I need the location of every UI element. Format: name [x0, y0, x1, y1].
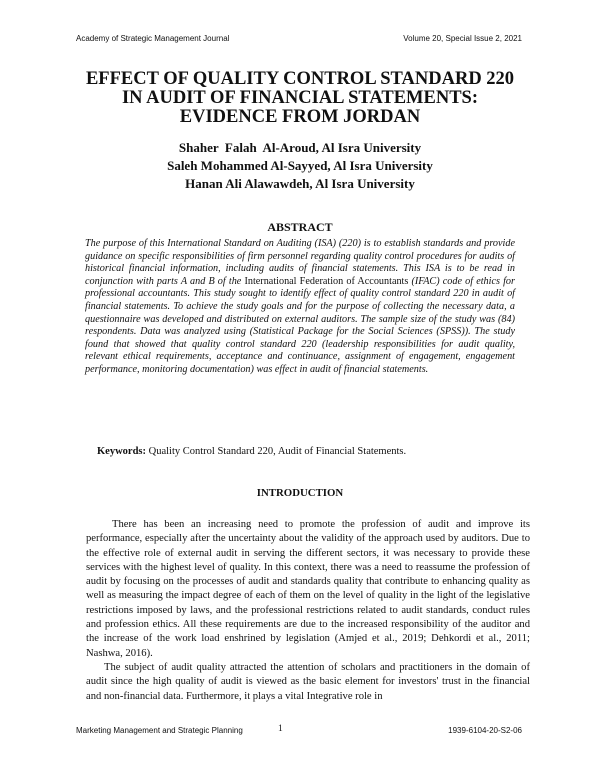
running-header-journal: Academy of Strategic Management Journal [76, 34, 230, 43]
footer-journal: Marketing Management and Strategic Planning [76, 726, 243, 735]
title-line-2: IN AUDIT OF FINANCIAL STATEMENTS: [121, 88, 479, 108]
running-header-volume: Volume 20, Special Issue 2, 2021 [403, 34, 522, 43]
keywords-text: Quality Control Standard 220, Audit of Financial Statements. [146, 446, 407, 457]
page-number: 1 [278, 724, 283, 734]
footer-issn: 1939-6104-20-S2-06 [448, 726, 522, 735]
introduction-heading: INTRODUCTION [256, 487, 344, 499]
abstract-heading: ABSTRACT [267, 220, 333, 234]
keywords [97, 446, 406, 457]
author-list [60, 139, 540, 193]
abstract-text-part-2: International Federation of Accountants [244, 275, 409, 287]
author-3: Hanan Ali Alawawdeh, Al Isra University [185, 176, 415, 191]
abstract-text-part-1: The purpose of this International Standard on Auditing (ISA) (220) is to establish standards and provide guidance on specific responsibilities of firm personnel regarding quality control procedures for audits of historical financial information, including audits of financial statements. This ISA is to be read in conjunction with parts A and B of the [85, 238, 515, 287]
introduction-body [86, 518, 530, 704]
keywords-label: Keywords: [97, 446, 146, 457]
paper-title [60, 70, 540, 127]
introduction-paragraph-2: The subject of audit quality attracted the attention of scholars and practitioners in the domain of audit since the high quality of audit is viewed as the basic element for investors' trust in the financial and non-financial data. Furthermore, it plays a vital Integrative role in [86, 661, 530, 702]
author-1: Shaher Falah Al-Aroud, Al Isra University [178, 140, 422, 155]
author-2: Saleh Mohammed Al-Sayyed, Al Isra University [167, 158, 433, 173]
abstract-text-part-3: (IFAC) code of ethics for professional accountants. This study sought to identify effect of quality control standard 220 in audit of financial statements. To achieve the study goals and for the purpose of collecting the necessary data, a questionnaire was developed and distributed on external auditors. The sample size of the study was (84) respondents. Data was analyzed using (Statistical Package for the Social Sciences (SPSS)). The study found that showed that quality control standard 220 (leadership responsibilities for audit quality, relevant ethical requirements, acceptance and continuance, assignment of engagement, engagement performance, monitoring documentation) was effect in audit of financial statements. [85, 275, 515, 375]
title-line-3: EVIDENCE FROM JORDAN [179, 107, 421, 127]
abstract-body [85, 238, 515, 377]
introduction-paragraph-1: There has been an increasing need to promote the profession of audit and improve its performance, especially after the uncertainty about the validity of the approach used by auditors. Due to the effective role of external audit in serving the different sectors, it was necessary to provide these services with the highest level of quality. In this context, there was a need to reassume the profession of audit by focusing on the processes of audit and standards quality that contribute to enhancing quality as well as measuring the impact degree of each of them on the level of quality in the light of the legislative restrictions imposed by laws, and the professional restrictions related to audit standards, conduct rules and profession ethics. All these requirements are due to the increased responsibility of the auditor and the increase of the work load enshrined by legislation (Amjed et al., 2019; Dehkordi et al., 2011; Nashwa, 2016). [86, 519, 530, 659]
title-line-1: EFFECT OF QUALITY CONTROL STANDARD 220 [85, 69, 515, 89]
